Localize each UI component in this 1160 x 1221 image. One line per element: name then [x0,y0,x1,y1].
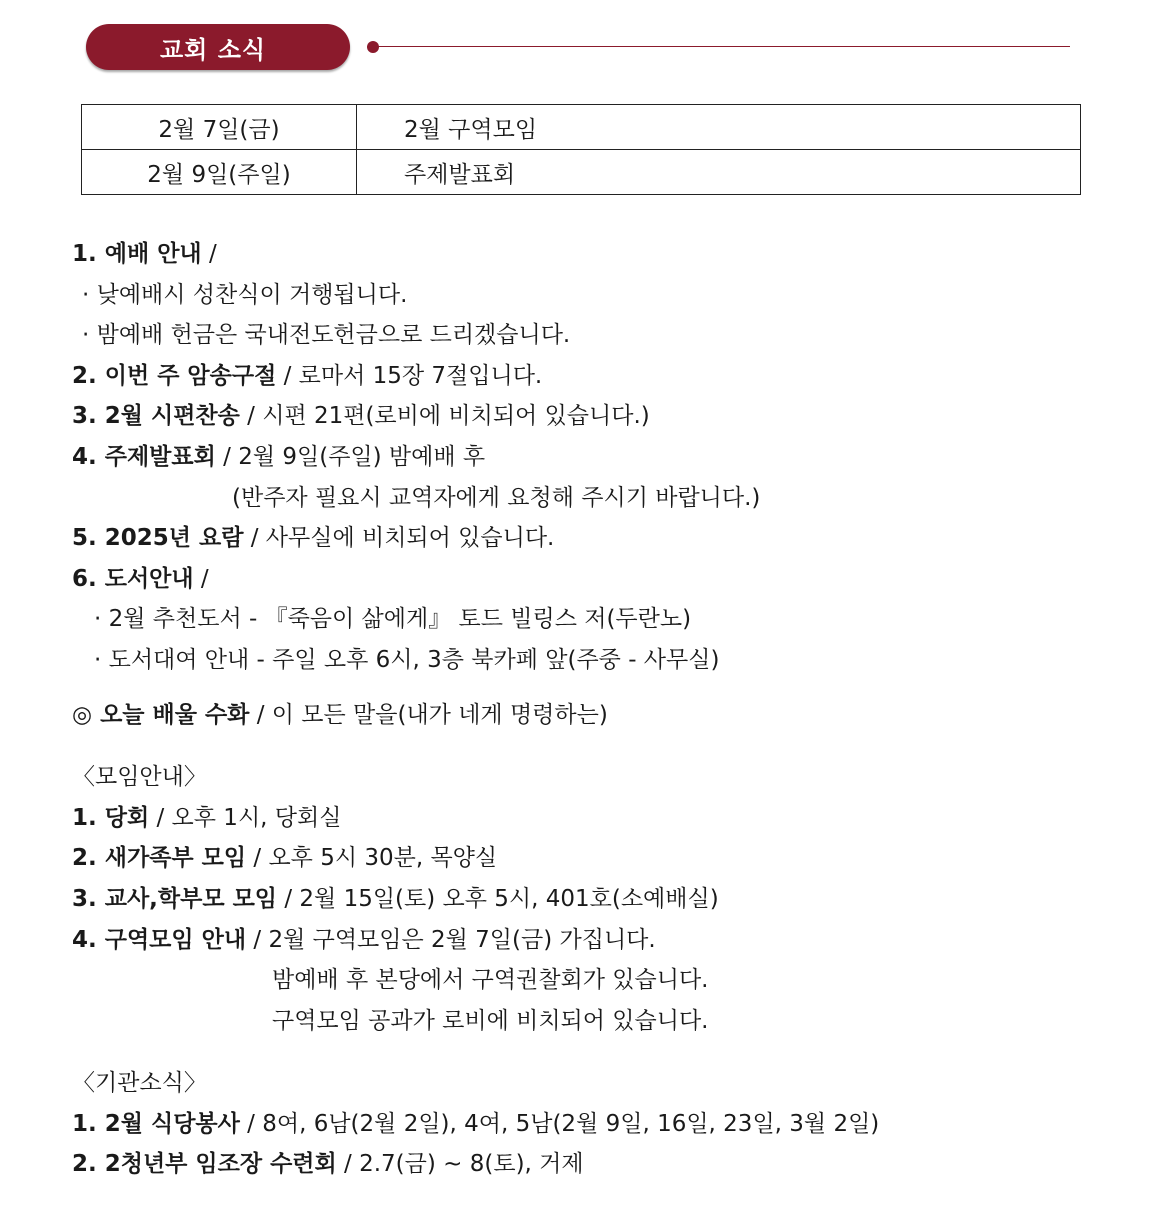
spacer [72,1041,1132,1063]
item-text: / 2월 15일(토) 오후 5시, 401호(소예배실) [277,885,719,912]
item-label: 1. 2월 식당봉사 [72,1110,240,1137]
item-label: 1. 예배 안내 [72,241,202,267]
item-text: / 2월 9일(주일) 밤예배 후 [215,443,486,470]
item-text: / 시편 21편(로비에 비치되어 있습니다.) [239,403,650,430]
item-text: / 오후 1시, 당회실 [149,804,342,831]
meeting-item [72,838,1132,879]
item-label: ◎ 오늘 배울 수화 [72,701,250,728]
item-label: 3. 교사,학부모 모임 [72,885,278,912]
announcement-item [72,234,1132,275]
item-text: / 사무실에 비치되어 있습니다. [243,525,555,552]
announcement-bullet: · 밤예배 헌금은 국내전도헌금으로 드리겠습니다. [82,322,571,349]
item-text: / 8여, 6남(2월 2일), 4여, 5남(2월 9일, 16일, 23일, 3월 2일) [239,1110,880,1137]
item-text: / [201,241,217,267]
item-text: / 이 모든 말을(내가 네게 명령하는) [249,701,608,728]
organization-item [72,1104,1132,1145]
announcement-item [72,518,1132,559]
today-words-line [72,695,1132,736]
section-title: 교회 소식 [160,35,267,64]
item-label: 4. 주제발표회 [72,443,216,470]
announcement-item [72,396,1132,437]
meetings-heading: 〈모임안내〉 [72,764,207,791]
spacer [72,735,1132,757]
announcement-continuation: (반주자 필요시 교역자에게 요청해 주시기 바랍니다.) [232,484,761,511]
header-rule-line [378,46,1070,47]
schedule-event: 주제발표회 [357,150,1081,195]
schedule-table [81,104,1081,195]
announcement-bullet: · 낮예배시 성찬식이 거행됩니다. [82,281,408,308]
announcement-item [72,437,1132,478]
meeting-continuation: 구역모임 공과가 로비에 비치되어 있습니다. [272,1007,709,1034]
schedule-date: 2월 7일(금) [82,105,357,150]
spacer [72,681,1132,695]
meeting-item [72,798,1132,839]
item-text: / 2월 구역모임은 2월 7일(금) 가집니다. [246,926,656,953]
schedule-row [82,150,1081,195]
item-label: 5. 2025년 요람 [72,525,244,552]
organizations-heading: 〈기관소식〉 [72,1070,207,1097]
meeting-item [72,879,1132,920]
item-text: / 오후 5시 30분, 목양실 [246,845,498,872]
item-label: 4. 구역모임 안내 [72,926,247,953]
item-label: 6. 도서안내 [72,565,194,592]
item-label: 1. 당회 [72,804,150,831]
item-label: 2. 2청년부 임조장 수련회 [72,1151,337,1178]
item-label: 3. 2월 시편찬송 [72,403,240,430]
item-label: 2. 이번 주 암송구절 [72,362,277,389]
announcements-body [72,234,1132,1185]
section-header-pill [86,24,350,70]
announcement-item [72,559,1132,600]
item-text: / 로마서 15장 7절입니다. [276,362,543,389]
schedule-event: 2월 구역모임 [357,105,1081,150]
schedule-row [82,105,1081,150]
announcement-item [72,356,1132,397]
announcement-bullet: · 도서대여 안내 - 주일 오후 6시, 3층 북카페 앞(주중 - 사무실) [94,646,720,673]
header-dot-decoration [367,41,379,53]
item-label: 2. 새가족부 모임 [72,845,247,872]
meeting-item [72,920,1132,961]
item-text: / [193,565,209,592]
announcement-bullet: · 2월 추천도서 - 『죽음이 삶에게』 토드 빌링스 저(두란노) [94,606,692,633]
schedule-date: 2월 9일(주일) [82,150,357,195]
item-text: / 2.7(금) ~ 8(토), 거제 [336,1151,584,1178]
organization-item [72,1144,1132,1185]
meeting-continuation: 밤예배 후 본당에서 구역권찰회가 있습니다. [272,967,709,994]
